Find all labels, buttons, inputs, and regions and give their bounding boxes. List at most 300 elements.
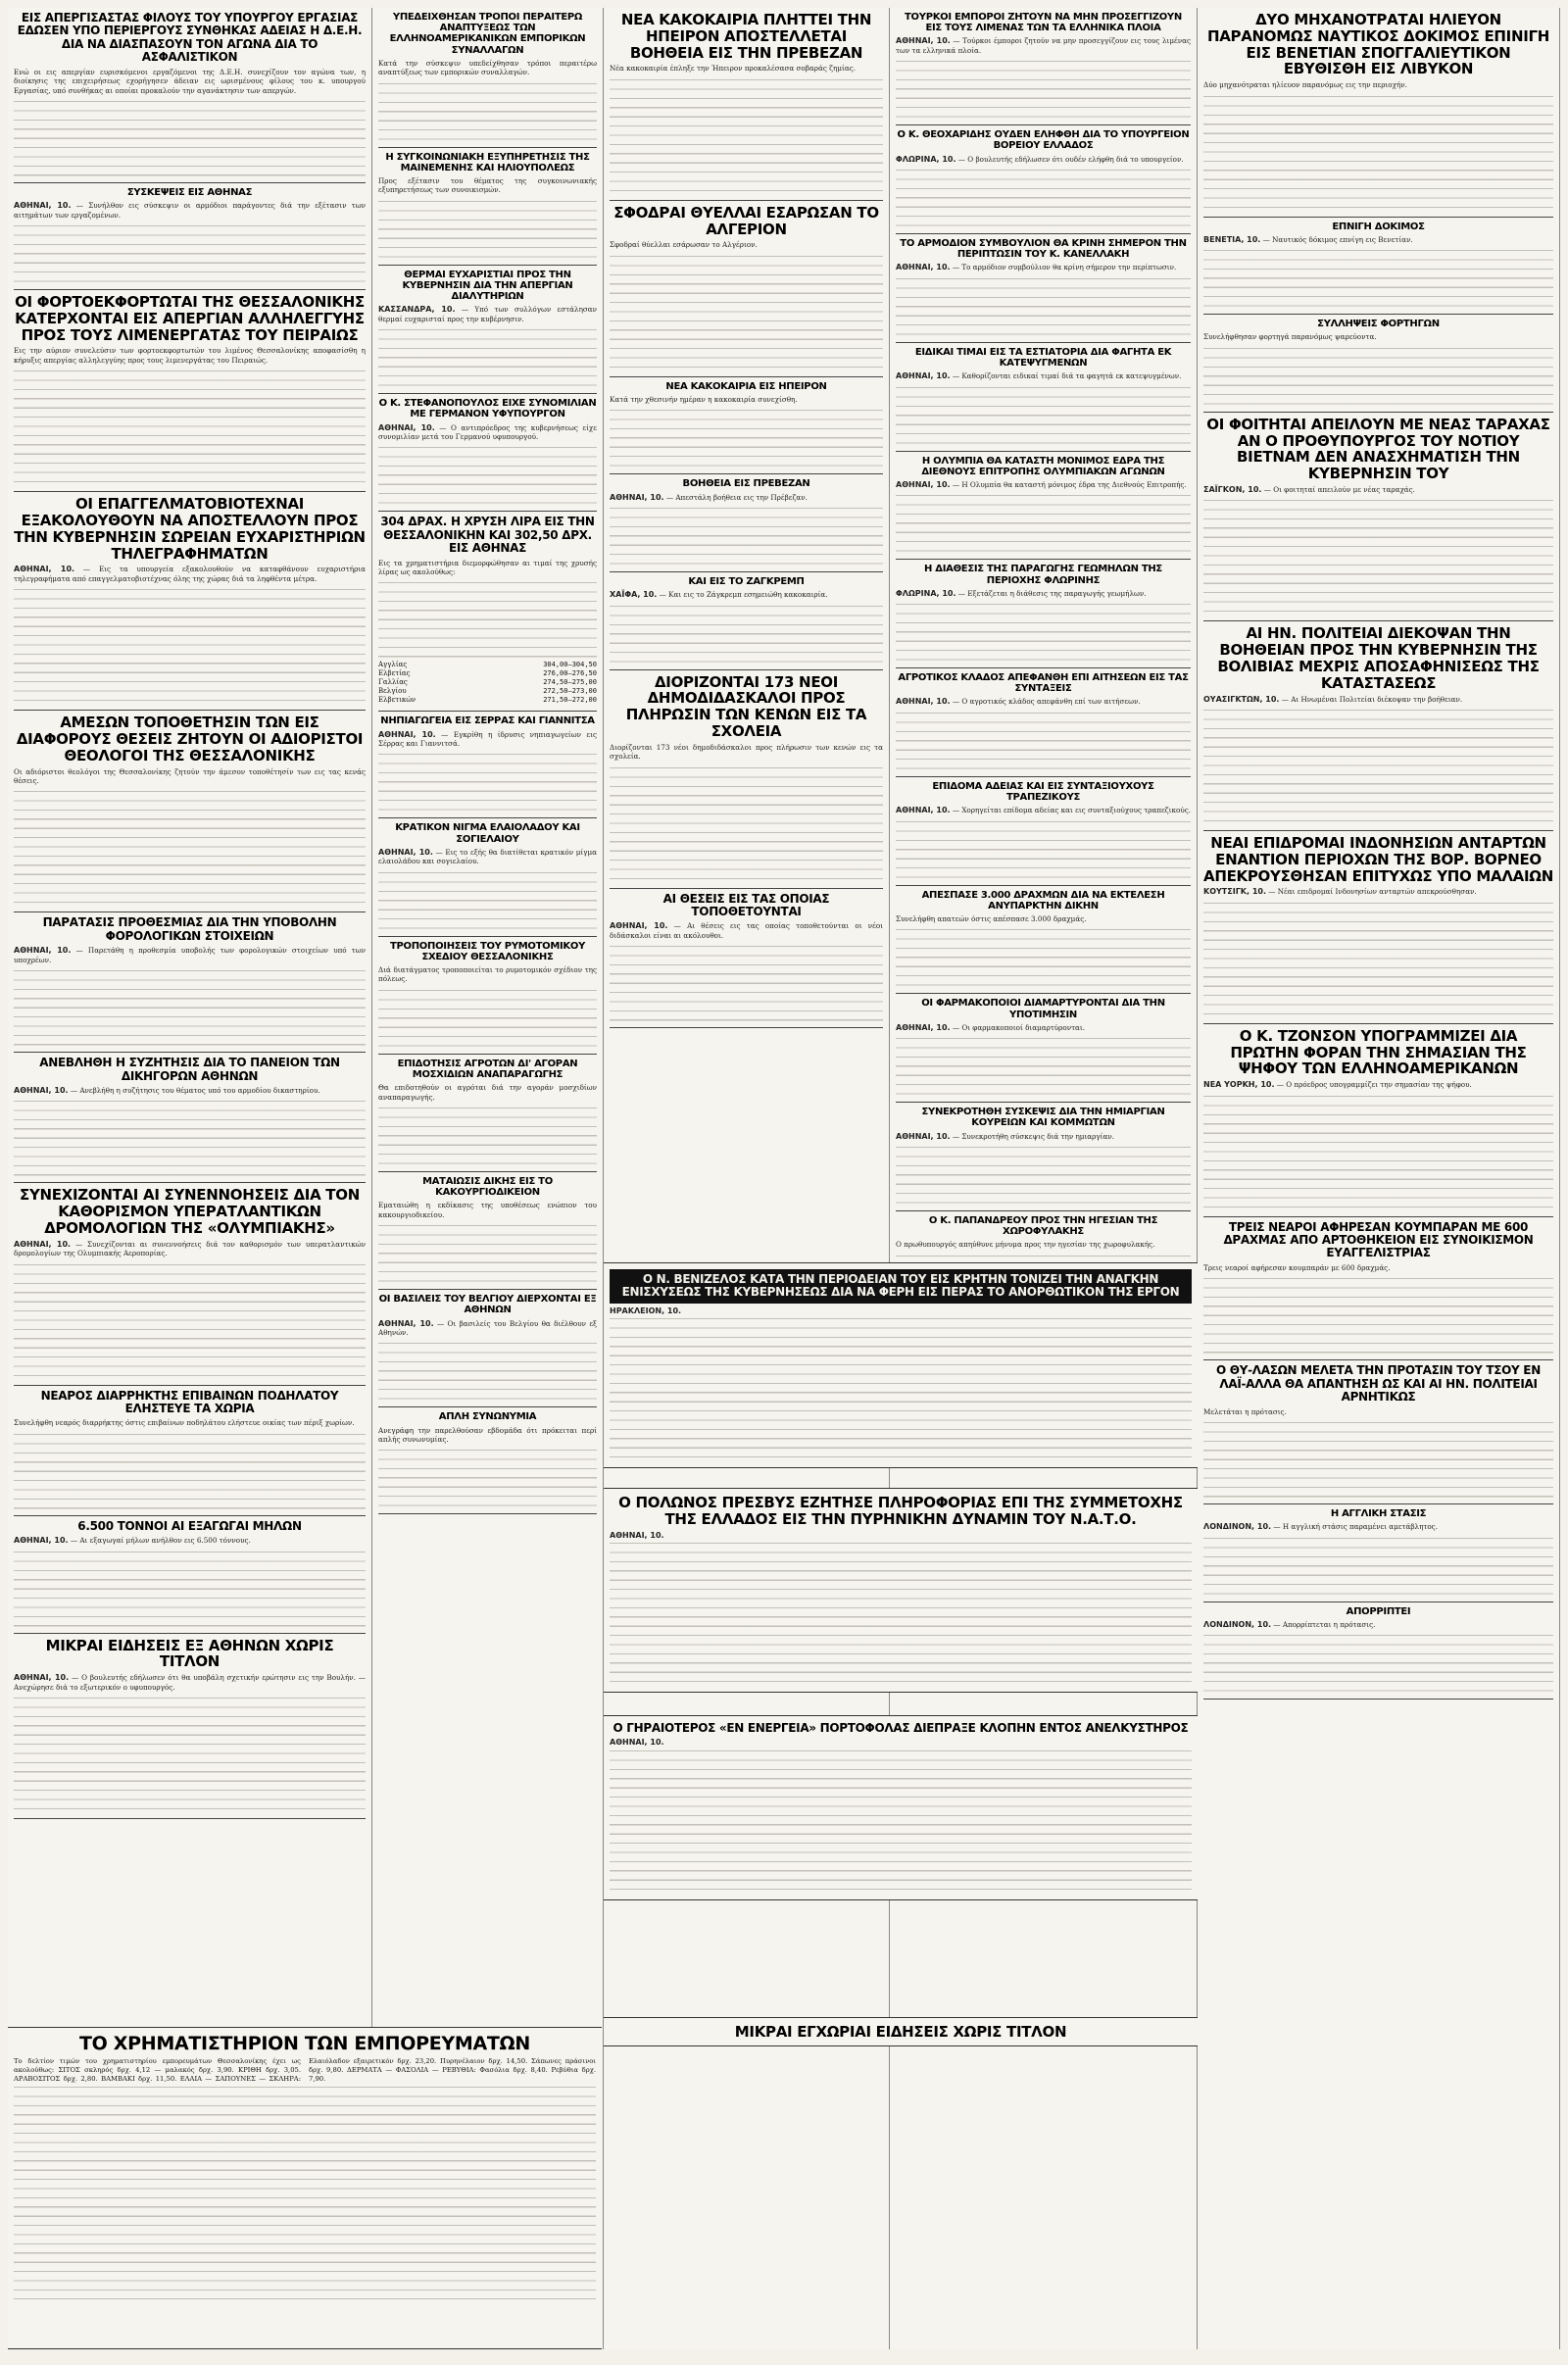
dateline: ΑΘΗΝΑΙ, 10. (610, 921, 668, 931)
article-body: ΒΕΝΕΤΙΑ, 10. — Ναυτικός δόκιμος επνίγη εις Βενετίαν. (1203, 234, 1413, 244)
dateline: ΑΘΗΝΑΙ, 10. (14, 1536, 69, 1546)
article-body: ΛΟΝΔΙΝΟΝ, 10. — Απορρίπτεται η πρότασις. (1203, 1619, 1376, 1629)
dateline: ΑΘΗΝΑΙ, 10. (14, 565, 75, 574)
dateline: ΛΟΝΔΙΝΟΝ, 10. (1203, 1619, 1272, 1629)
dateline: ΚΑΣΣΑΝΔΡΑ, 10. (378, 305, 456, 315)
spanning-headline: Ο Ν. ΒΕΝΙΖΕΛΟΣ ΚΑΤΑ ΤΗΝ ΠΕΡΙΟΔΕΙΑΝ ΤΟΥ ΕΙΣ ΚΡΗΤΗΝ ΤΟΝΙΖΕΙ ΤΗΝ ΑΝΑΓΚΗΝ ΕΝΙΣΧΥΣΕΩΣ ΤΗΣ ΚΥΒΕΡΝΗΣΕΩΣ ΔΙΑ ΝΑ ΦΕΡΗ ΕΙΣ ΠΕΡΑΣ ΤΟ ΑΝΟΡΘΩΤΙΚΟΝ ΤΗΣ ΕΡΓΟΝ (610, 1269, 1192, 1304)
article-headline: Η ΟΛΥΜΠΙΑ ΘΑ ΚΑΤΑΣΤΗ ΜΟΝΙΜΟΣ ΕΔΡΑ ΤΗΣ ΔΙΕΘΝΟΥΣ ΕΠΙΤΡΟΠΗΣ ΟΛΥΜΠΙΑΚΩΝ ΑΓΩΝΩΝ (921, 455, 1165, 477)
article-headline: ΟΙ ΦΟΡΤΟΕΚΦΟΡΤΩΤΑΙ ΤΗΣ ΘΕΣΣΑΛΟΝΙΚΗΣ ΚΑΤΕΡΧΟΝΤΑΙ ΕΙΣ ΑΠΕΡΓΙΑΝ ΑΛΛΗΛΕΓΓΥΗΣ ΠΡΟΣ ΤΟΥΣ ΛΙΜΕΝΕΡΓΑΤΑΣ ΤΟΥ ΠΕΙΡΑΙΩΣ (15, 292, 365, 344)
divider (14, 1052, 366, 1053)
article-body: ΑΘΗΝΑΙ, 10. — Εις τα υπουργεία εξακολουθούν να καταφθάνουν ευχαριστήρια τηλεγραφήματα από επαγγελματοβιοτέχνας όλης της χώρας διά τα ληφθέντα μέτρα. (14, 565, 366, 583)
article-headline: ΑΜΕΣΩΝ ΤΟΠΟΘΕΤΗΣΙΝ ΤΩΝ ΕΙΣ ΔΙΑΦΟΡΟΥΣ ΘΕΣΕΙΣ ΖΗΤΟΥΝ ΟΙ ΑΔΙΟΡΙΣΤΟΙ ΘΕΟΛΟΓΟΙ ΤΗΣ ΘΕΣΣΑΛΟΝΙΚΗΣ (16, 714, 364, 764)
article-body: ΑΘΗΝΑΙ, 10. — Το αρμόδιον συμβούλιον θα κρίνη σήμερον την περίπτωσιν. (896, 263, 1177, 272)
article-body: ΑΘΗΝΑΙ, 10. — Χορηγείται επίδομα αδείας και εις συνταξιούχους τραπεζικούς. (896, 806, 1192, 815)
article (896, 564, 1191, 662)
divider (378, 511, 597, 512)
article-text: Οι φαρμακοποιοί διαμαρτύρονται. (961, 1022, 1086, 1032)
article-body: ΑΘΗΝΑΙ, 10. — Εις το εξής θα διατίθεται κρατικόν μίγμα ελαιολάδου και σογιελαίου. (378, 847, 598, 866)
currency-label: Βελγίου (378, 687, 407, 696)
article-text: Οι αδιόριστοι θεολόγοι της Θεσσαλονίκης ζητούν την άμεσον τοποθέτησίν των εις τας κενάς θέσεις. (14, 766, 366, 785)
article-headline: ΤΟΥΡΚΟΙ ΕΜΠΟΡΟΙ ΖΗΤΟΥΝ ΝΑ ΜΗΝ ΠΡΟΣΕΓΓΙΖΟΥΝ ΕΙΣ ΤΟΥΣ ΛΙΜΕΝΑΣ ΤΩΝ ΤΑ ΕΛΛΗΝΙΚΑ ΠΛΟΙΑ (905, 12, 1182, 34)
dateline: ΑΘΗΝΑΙ, 10. (14, 201, 72, 211)
polonos-article (604, 1488, 1198, 1693)
dateline: ΦΛΩΡΙΝΑ, 10. (896, 154, 956, 164)
article-body: ΣΑΪΓΚΟΝ, 10. — Οι φοιτηταί απειλούν με νέας ταραχάς. (1203, 484, 1415, 494)
article-continuation (610, 1748, 1192, 1895)
article-continuation (896, 1144, 1191, 1205)
article-text: Σφοδραί θύελλαι εσάρωσαν το Αλγέριον. (610, 240, 758, 250)
article-headline: ΣΦΟΔΡΑΙ ΘΥΕΛΛΑΙ ΕΣΑΡΩΣΑΝ ΤΟ ΑΛΓΕΡΙΟΝ (613, 203, 879, 238)
article-headline: ΔΥΟ ΜΗΧΑΝΟΤΡΑΤΑΙ ΗΛΙΕΥΟΝ ΠΑΡΑΝΟΜΩΣ ΝΑΥΤΙΚΟΣ ΔΟΚΙΜΟΣ ΕΠΙΝΙΓΗ ΕΙΣ ΒΕΝΕΤΙΑΝ ΣΠΟΓΓΑΛΙΕΥΤΙΚΟΝ ΕΒΥΘΙΣΘΗ ΕΙΣ ΛΙΒΥΚΟΝ (1206, 11, 1550, 78)
article-text: Εις τα χρηματιστήρια διεμορφώθησαν αι τιμαί της χρυσής λίρας ως ακολούθως: (378, 558, 597, 577)
article-text: Εξετάζεται η διάθεσις της παραγωγής γεωμήλων. (967, 588, 1147, 598)
currency-value: 272,50—273,00 (543, 687, 597, 696)
divider (1203, 1023, 1553, 1024)
article (896, 456, 1191, 554)
spanning-body (610, 1306, 1192, 1462)
article-headline: ΟΙ ΦΟΙΤΗΤΑΙ ΑΠΕΙΛΟΥΝ ΜΕ ΝΕΑΣ ΤΑΡΑΧΑΣ ΑΝ Ο ΠΡΟΘΥΠΟΥΡΓΟΣ ΤΟΥ ΝΟΤΙΟΥ ΒΙΕΤΝΑΜ ΔΕΝ ΑΝΑΣΧΗΜΑΤΙΣΗ ΤΗΝ ΚΥΒΕΡΝΗΣΙΝ ΤΟΥ (1206, 415, 1550, 483)
article-continuation (896, 492, 1191, 553)
article (1203, 222, 1553, 309)
article-body (378, 965, 597, 984)
currency-value: 271,50—272,00 (543, 696, 597, 705)
article-body (1203, 332, 1553, 341)
article-text: Ο πρωθυπουργός απηύθυνε μήνυμα προς την ηγεσίαν της χωροφυλακής. (896, 1240, 1155, 1250)
article (896, 129, 1191, 227)
dateline: ΑΘΗΝΑΙ, 10. (378, 847, 433, 857)
currency-label: Αγγλίας (378, 661, 408, 669)
article-continuation (610, 1315, 1192, 1462)
article (14, 1390, 366, 1509)
article (896, 347, 1191, 445)
dateline: ΑΘΗΝΑΙ, 10. (610, 492, 664, 502)
article-headline: 304 ΔΡΑΧ. Η ΧΡΥΣΗ ΛΙΡΑ ΕΙΣ ΤΗΝ ΘΕΣΣΑΛΟΝΙΚΗΝ ΚΑΙ 302,50 ΔΡΧ. ΕΙΣ ΑΘΗΝΑΣ (380, 515, 595, 556)
divider (896, 776, 1191, 777)
article (896, 672, 1191, 770)
article-headline: Η ΑΓΓΛΙΚΗ ΣΤΑΣΙΣ (1330, 1508, 1427, 1519)
article-text: Υπό των συλλόγων εστάλησαν θερμαί ευχαρισταί προς την κυβέρνησιν. (378, 305, 598, 323)
article (378, 822, 597, 929)
article-text: Το αρμόδιον συμβούλιον θα κρίνη σήμερον την περίπτωσιν. (961, 263, 1177, 272)
article-text: Εις το εξής θα διατίθεται κρατικόν μίγμα ελαιολάδου και σογιελαίου. (378, 847, 598, 866)
currency-value: 276,00—276,50 (543, 669, 597, 678)
dateline: ΑΘΗΝΑΙ, 10. (896, 36, 951, 46)
dateline: ΑΘΗΝΑΙ, 10. (896, 479, 951, 489)
article (610, 893, 883, 1022)
article-text: Οι βασιλείς του Βελγίου θα διέλθουν εξ Αθηνών. (378, 1318, 598, 1337)
article-headline: ΝΕΑ ΚΑΚΟΚΑΙΡΙΑ ΠΛΗΤΤΕΙ ΤΗΝ ΗΠΕΙΡΟΝ ΑΠΟΣΤΕΛΛΕΤΑΙ ΒΟΗΘΕΙΑ ΕΙΣ ΤΗΝ ΠΡΕΒΕΖΑΝ (620, 11, 872, 62)
divider (896, 993, 1191, 994)
article-continuation (896, 167, 1191, 227)
article-headline: ΘΕΡΜΑΙ ΕΥΧΑΡΙΣΤΙΑΙ ΠΡΟΣ ΤΗΝ ΚΥΒΕΡΝΗΣΙΝ ΔΙΑ ΤΗΝ ΑΠΕΡΓΙΑΝ ΔΙΑΛΥΤΗΡΙΩΝ (402, 269, 573, 303)
article-body: ΑΘΗΝΑΙ, 10. — Συνεχίζονται αι συνεννοήσεις διά τον καθορισμόν των υπερατλαντικών δρομολογίων της Ολυμπιακής Αεροπορίας. (14, 1239, 367, 1258)
article (1203, 1508, 1553, 1596)
article-body: ΑΘΗΝΑΙ, 10. — Τούρκοι έμποροι ζητούν να μην προσεγγίζουν εις τους λιμένας των τα ελληνικά πλοία. (896, 36, 1191, 55)
article-continuation (1203, 1275, 1553, 1354)
article-headline: ΚΑΙ ΕΙΣ ΤΟ ΖΑΓΚΡΕΜΠ (688, 575, 805, 587)
article-continuation (14, 1695, 366, 1812)
article-text: Ανεβλήθη η συζήτησις του θέματος υπό του αρμοδίου δικαστηρίου. (79, 1085, 320, 1095)
article-continuation (896, 818, 1191, 879)
article-continuation (378, 444, 597, 505)
article-text: Εις την αύριον συνελεύσιν των φορτοεκφορτωτών του λιμένος Θεσσαλονίκης αποφασίσθη η κήρυξις απεργίας αλληλεγγύης προς τους λιμενεργάτας του Πειραιώς. (14, 346, 366, 365)
spanning-headline: Ο ΓΗΡΑΙΟΤΕΡΟΣ «ΕΝ ΕΝΕΡΓΕΙΑ» ΠΟΡΤΟΦΟΛΑΣ ΔΙΕΠΡΑΞΕ ΚΛΟΠΗΝ ΕΝΤΟΣ ΑΝΕΛΚΥΣΤΗΡΟΣ (612, 1721, 1189, 1735)
column-4 (890, 8, 1198, 2349)
dateline: ΚΟΥΤΣΙΓΚ, 10. (1203, 887, 1266, 897)
divider (896, 667, 1191, 668)
article-headline: Η ΣΥΓΚΟΙΝΩΝΙΑΚΗ ΕΞΥΠΗΡΕΤΗΣΙΣ ΤΗΣ ΜΑΙΝΕΜΕΝΗΣ ΚΑΙ ΗΛΙΟΥΠΟΛΕΩΣ (385, 151, 590, 173)
divider (896, 342, 1191, 343)
article (1203, 1364, 1553, 1498)
article-text: Συνεκροτήθη σύσκεψις διά την ημιαργίαν. (961, 1131, 1114, 1141)
article (378, 715, 597, 812)
divider (14, 289, 366, 290)
article-body: ΚΑΣΣΑΝΔΡΑ, 10. — Υπό των συλλόγων εστάλησαν θερμαί ευχαρισταί προς την κυβέρνησιν. (378, 305, 598, 323)
article (378, 941, 597, 1048)
article (610, 205, 883, 370)
article (14, 496, 366, 704)
article-body: ΛΟΝΔΙΝΟΝ, 10. — Η αγγλική στάσις παραμένει αμετάβλητος. (1203, 1522, 1438, 1532)
article-continuation (896, 58, 1191, 119)
article-continuation (378, 869, 597, 930)
article-text: Διορίζονται 173 νέοι δημοδιδάσκαλοι προς πλήρωσιν των κενών εις τα σχολεία. (610, 742, 883, 762)
article-text: Καθορίζονται ειδικαί τιμαί διά τα φαγητά εκ κατεψυγμένων. (961, 371, 1182, 381)
article (1203, 12, 1553, 211)
article-body: ΟΥΑΣΙΓΚΤΩΝ, 10. — Αι Ηνωμέναι Πολιτείαι διέκοψαν την βοήθειαν. (1203, 694, 1463, 704)
divider (1203, 1359, 1553, 1360)
article (1203, 835, 1553, 1017)
article-continuation (1203, 1419, 1553, 1498)
spanning-headline: ΜΙΚΡΑΙ ΕΓΧΩΡΙΑΙ ΕΙΔΗΣΕΙΣ ΧΩΡΙΣ ΤΙΤΛΟΝ (734, 2023, 1067, 2041)
article-text: Ο βουλευτής εδήλωσεν ότι θα υποβάλη σχετικήν ερώτησιν εις την Βουλήν. — Ανεχώρησε διά το εξωτερικόν ο υφυπουργός. (14, 1673, 366, 1692)
article-headline: Ο Κ. ΠΑΠΑΝΔΡΕΟΥ ΠΡΟΣ ΤΗΝ ΗΓΕΣΙΑΝ ΤΗΣ ΧΩΡΟΦΥΛΑΚΗΣ (928, 1215, 1158, 1238)
divider (1203, 1216, 1553, 1217)
divider (378, 936, 597, 937)
article-text: Νέαι επιδρομαί Ινδονησίων ανταρτών απεκρούσθησαν. (1277, 887, 1477, 897)
divider (1203, 620, 1553, 621)
article-text: Ο βουλευτής εδήλωσεν ότι ουδέν ελήφθη διά το υπουργείον. (967, 154, 1184, 164)
column-5 (1198, 8, 1560, 2349)
article-body (896, 1240, 1191, 1249)
article-continuation (610, 505, 883, 566)
article-body (610, 64, 883, 73)
article (896, 890, 1191, 988)
article-text: Συνήλθον εις σύσκεψιν οι αρμόδιοι παράγοντες διά την εξέτασιν των αιτημάτων των εργαζομένων. (14, 201, 366, 220)
article-body (378, 1083, 597, 1102)
article (378, 516, 597, 705)
article-text: Δύο μηχανότραται ηλίευον παρανόμως εις την περιοχήν. (1203, 80, 1407, 90)
article-text: Απορρίπτεται η πρότασις. (1282, 1619, 1376, 1629)
divider (1203, 1699, 1553, 1700)
article-body (378, 1201, 597, 1219)
article-headline: ΤΡΕΙΣ ΝΕΑΡΟΙ ΑΦΗΡΕΣΑΝ ΚΟΥΜΠΑΡΑΝ ΜΕ 600 ΔΡΑΧΜΑΣ ΑΠΟ ΑΡΤΟΘΗΚΕΙΟΝ ΕΙΣ ΣΥΝΟΙΚΙΣΜΟΝ ΕΥΑΓΓΕΛΙΣΤΡΙΑΣ (1223, 1219, 1534, 1260)
dateline: ΑΘΗΝΑΙ, 10. (896, 263, 951, 272)
divider (14, 491, 366, 492)
article-continuation (378, 326, 597, 387)
article (14, 294, 366, 485)
divider (1203, 314, 1553, 315)
article-headline: ΝΕΑ ΚΑΚΟΚΑΙΡΙΑ ΕΙΣ ΗΠΕΙΡΟΝ (665, 380, 827, 392)
article-headline: ΚΡΑΤΙΚΟΝ ΝΙΓΜΑ ΕΛΑΙΟΛΑΔΟΥ ΚΑΙ ΣΟΓΙΕΛΑΙΟΥ (395, 822, 580, 845)
divider (378, 1406, 597, 1407)
article-continuation (1203, 900, 1553, 1017)
article (14, 1520, 366, 1627)
article-text: Η Ολυμπία θα καταστή μόνιμος έδρα της Διεθνούς Επιτροπής. (961, 479, 1187, 489)
article-headline: Η ΔΙΑΘΕΣΙΣ ΤΗΣ ΠΑΡΑΓΩΓΗΣ ΓΕΩΜΗΛΩΝ ΤΗΣ ΠΕΡΙΟΧΗΣ ΦΛΩΡΙΝΗΣ (924, 564, 1162, 586)
divider (896, 451, 1191, 452)
article-body (14, 767, 366, 786)
column-3 (604, 8, 890, 2349)
dateline: ΑΘΗΝΑΙ, 10. (14, 946, 72, 956)
article-headline: ΣΥΝΕΧΙΖΟΝΤΑΙ ΑΙ ΣΥΝΕΝΝΟΗΣΕΙΣ ΔΙΑ ΤΟΝ ΚΑΘΟΡΙΣΜΟΝ ΥΠΕΡΑΤΛΑΝΤΙΚΩΝ ΔΡΟΜΟΛΟΓΙΩΝ ΤΗΣ «ΟΛΥΜΠΙΑΚΗΣ» (20, 1186, 360, 1237)
article-text: Εματαιώθη η εκδίκασις της υποθέσεως ενώπιον του κακουργιοδικείου. (378, 1201, 597, 1219)
divider (610, 200, 883, 201)
dateline: ΑΘΗΝΑΙ, 10. (610, 1530, 664, 1540)
dateline: ΑΘΗΝΑΙ, 10. (896, 371, 951, 381)
article (14, 187, 366, 283)
article-headline: ΕΙΔΙΚΑΙ ΤΙΜΑΙ ΕΙΣ ΤΑ ΕΣΤΙΑΤΟΡΙΑ ΔΙΑ ΦΑΓΗΤΑ ΕΚ ΚΑΤΕΨΥΓΜΕΝΩΝ (914, 346, 1172, 369)
article-headline: ΤΟ ΑΡΜΟΔΙΟΝ ΣΥΜΒΟΥΛΙΟΝ ΘΑ ΚΡΙΝΗ ΣΗΜΕΡΟΝ ΤΗΝ ΠΕΡΙΠΤΩΣΙΝ ΤΟΥ Κ. ΚΑΝΕΛΛΑΚΗ (900, 237, 1187, 261)
article-body: ΑΘΗΝΑΙ, 10. — Εγκρίθη η ίδρυσις νηπιαγωγείων εις Σέρρας και Γιαννιτσά. (378, 729, 597, 749)
article-continuation (14, 1549, 366, 1627)
dateline: ΝΕΑ ΥΟΡΚΗ, 10. (1203, 1080, 1275, 1090)
article (1203, 319, 1553, 406)
article-continuation (14, 1098, 366, 1176)
article-text: Ενώ οι εις απεργίαν ευρισκόμενοι εργαζόμενοι της Δ.Ε.Η. συνεχίζουν τον αγώνα των, η διοίκησις της επιχειρήσεως εχορήγησεν άδειαν εις ωρισμένους φίλους του κ. υπουργού Εργασίας, υπό συνθήκας αι οποίαι προκαλούν την αγανάκτησιν των απεργών. (14, 67, 366, 95)
spanning-headline: Ο ΠΟΛΩΝΟΣ ΠΡΕΣΒΥΣ ΕΖΗΤΗΣΕ ΠΛΗΡΟΦΟΡΙΑΣ ΕΠΙ ΤΗΣ ΣΥΜΜΕΤΟΧΗΣ ΤΗΣ ΕΛΛΑΔΟΣ ΕΙΣ ΤΗΝ ΠΥΡΗΝΙΚΗΝ ΔΥΝΑΜΙΝ ΤΟΥ Ν.Α.Τ.Ο. (618, 1494, 1183, 1528)
article-continuation (378, 579, 597, 658)
article-body: ΦΛΩΡΙΝΑ, 10. — Εξετάζεται η διάθεσις της παραγωγής γεωμήλων. (896, 588, 1147, 598)
article (378, 12, 597, 141)
article-text: Ο αντιπρόεδρος της κυβερνήσεως είχε συνομιλίαν μετά του Γερμανού υφυπουργού. (378, 422, 597, 441)
article-body: ΧΑΪΦΑ, 10. — Και εις το Ζάγκρεμπ εσημειώθη κακοκαιρία. (610, 590, 828, 600)
article-headline: Ο ΘΥ-ΛΑΣΩΝ ΜΕΛΕΤΑ ΤΗΝ ΠΡΟΤΑΣΙΝ ΤΟΥ ΤΣΟΥ ΕΝ ΛΑΪ-ΑΛΛΑ ΘΑ ΑΠΑΝΤΗΣΗ ΩΣ ΚΑΙ ΑΙ ΗΝ. ΠΟΛΙΤΕΙΑΙ ΑΡΝΗΤΙΚΩΣ (1216, 1363, 1541, 1404)
article-continuation (610, 764, 883, 882)
article-continuation (896, 384, 1191, 445)
article-continuation (1203, 1535, 1553, 1596)
article-continuation (896, 601, 1191, 662)
article (610, 576, 883, 664)
article-headline: ΑΙ ΗΝ. ΠΟΛΙΤΕΙΑΙ ΔΙΕΚΟΨΑΝ ΤΗΝ ΒΟΗΘΕΙΑΝ ΠΡΟΣ ΤΗΝ ΚΥΒΕΡΝΗΣΙΝ ΤΗΣ ΒΟΛΙΒΙΑΣ ΜΕΧΡΙΣ ΑΠΟΣΑΦΗΝΙΣΕΩΣ ΤΗΣ ΚΑΤΑΣΤΑΣΕΩΣ (1217, 624, 1540, 692)
article-body (378, 1426, 597, 1445)
article-body: ΑΘΗΝΑΙ, 10. — Αι εξαγωγαί μήλων ανήλθον εις 6.500 τόννους. (14, 1536, 251, 1546)
dateline: ΑΘΗΝΑΙ, 10. (14, 1673, 70, 1683)
article-text: Κατά την χθεσινήν ημέραν η κακοκαιρία συνεχίσθη. (610, 394, 798, 404)
article-body (1203, 80, 1553, 89)
article-body (896, 914, 1191, 923)
currency-label: Ελβετικών (378, 696, 416, 705)
article-text: Κατά την σύσκεψιν υπεδείχθησαν τρόποι περαιτέρω αναπτύξεως των εμπορικών συναλλαγών. (378, 58, 597, 77)
dateline: ΣΑΪΓΚΟΝ, 10. (1203, 484, 1262, 494)
article-headline: ΟΙ ΕΠΑΓΓΕΛΜΑΤΟΒΙΟΤΕΧΝΑΙ ΕΞΑΚΟΛΟΥΘΟΥΝ ΝΑ ΑΠΟΣΤΕΛΛΟΥΝ ΠΡΟΣ ΤΗΝ ΚΥΒΕΡΝΗΣΙΝ ΣΩΡΕΙΑΝ ΕΥΧΑΡΙΣΤΗΡΙΩΝ ΤΗΛΕΓΡΑΦΗΜΑΤΩΝ (14, 495, 366, 563)
article-headline: ΑΠΟΡΡΙΠΤΕΙ (1346, 1605, 1411, 1617)
article (14, 1057, 366, 1176)
divider (896, 233, 1191, 234)
dateline: ΑΘΗΝΑΙ, 10. (14, 1085, 69, 1095)
article-headline: Ο Κ. ΣΤΕΦΑΝΟΠΟΥΛΟΣ ΕΙΧΕ ΣΥΝΟΜΙΛΙΑΝ ΜΕ ΓΕΡΜΑΝΟΝ ΥΦΥΠΟΥΡΓΟΝ (378, 398, 597, 420)
article-headline: ΑΙ ΘΕΣΕΙΣ ΕΙΣ ΤΑΣ ΟΠΟΙΑΣ ΤΟΠΟΘΕΤΟΥΝΤΑΙ (662, 891, 830, 919)
dateline: ΟΥΑΣΙΓΚΤΩΝ, 10. (1203, 694, 1280, 704)
article-text: Συνελήφθη νεαρός διαρρήκτης όστις επιβαίνων ποδηλάτου ελήστευε οικίας των πέριξ χωρίων. (14, 1418, 355, 1428)
article-continuation (14, 368, 366, 485)
article-continuation (14, 967, 366, 1046)
portofolas-article (604, 1715, 1198, 1900)
dateline: ΑΘΗΝΑΙ, 10. (378, 422, 435, 432)
article-headline: ΕΠΙΔΟΤΗΣΙΣ ΑΓΡΟΤΩΝ ΔΙ' ΑΓΟΡΑΝ ΜΟΣΧΙΔΙΩΝ ΑΝΑΠΑΡΑΓΩΓΗΣ (397, 1058, 578, 1080)
article-headline: Ο Κ. ΤΖΟΝΣΟΝ ΥΠΟΓΡΑΜΜΙΖΕΙ ΔΙΑ ΠΡΩΤΗΝ ΦΟΡΑΝ ΤΗΝ ΣΗΜΑΣΙΑΝ ΤΗΣ ΨΗΦΟΥ ΤΩΝ ΕΛΛΗΝΟΑΜΕΡΙΚΑΝΩΝ (1230, 1026, 1527, 1078)
article-text: Και εις το Ζάγκρεμπ εσημειώθη κακοκαιρία. (668, 590, 828, 600)
article-body (378, 176, 597, 195)
divider (896, 124, 1191, 125)
article-body: ΑΘΗΝΑΙ, 10. — Καθορίζονται ειδικαί τιμαί διά τα φαγητά εκ κατεψυγμένων. (896, 371, 1182, 381)
article-text: Θα επιδοτηθούν οι αγρόται διά την αγοράν μοσχιδίων αναπαραγωγής. (378, 1083, 597, 1102)
divider (378, 817, 597, 818)
article-body (610, 395, 883, 404)
dateline: ΑΘΗΝΑΙ, 10. (896, 697, 951, 707)
article-continuation (14, 586, 366, 704)
mikrai-egxwriai-article (604, 2017, 1198, 2046)
column-1 (8, 8, 372, 2349)
article-headline: ΣΥΝΕΚΡΟΤΗΘΗ ΣΥΣΚΕΨΙΣ ΔΙΑ ΤΗΝ ΗΜΙΑΡΓΙΑΝ ΚΟΥΡΕΙΩΝ ΚΑΙ ΚΟΜΜΩΤΩΝ (921, 1107, 1165, 1129)
divider (610, 888, 883, 889)
divider (1203, 1503, 1553, 1504)
divider (1203, 1601, 1553, 1602)
article-continuation (1203, 93, 1553, 211)
article-body (378, 559, 597, 577)
divider (896, 559, 1191, 560)
article-body: ΑΘΗΝΑΙ, 10. — Ο αντιπρόεδρος της κυβερνήσεως είχε συνομιλίαν μετά του Γερμανού υφυπουργού. (378, 422, 597, 441)
venizelos-article (604, 1262, 1198, 1468)
article-continuation (610, 253, 883, 370)
article (14, 916, 366, 1046)
article-headline: ΔΙΟΡΙΖΟΝΤΑΙ 173 ΝΕΟΙ ΔΗΜΟΔΙΔΑΣΚΑΛΟΙ ΠΡΟΣ ΠΛΗΡΩΣΙΝ ΤΩΝ ΚΕΝΩΝ ΕΙΣ ΤΑ ΣΧΟΛΕΙΑ (625, 672, 867, 740)
article-continuation (378, 987, 597, 1048)
article (14, 12, 366, 176)
article (378, 270, 597, 387)
currency-value: 304,00—304,50 (543, 661, 597, 669)
divider (896, 1102, 1191, 1103)
article-text: Ναυτικός δόκιμος επνίγη εις Βενετίαν. (1272, 234, 1413, 244)
dateline: ΑΘΗΝΑΙ, 10. (610, 1738, 664, 1748)
article-body: ΑΘΗΝΑΙ, 10. — Η Ολυμπία θα καταστή μόνιμος έδρα της Διεθνούς Επιτροπής. (896, 479, 1187, 489)
divider (14, 1633, 366, 1634)
article (610, 12, 883, 194)
spanning-body (610, 1531, 1192, 1687)
dateline: ΑΘΗΝΑΙ, 10. (378, 1318, 434, 1328)
dateline: ΗΡΑΚΛΕΙΟΝ, 10. (610, 1306, 682, 1315)
article-text: Εγκρίθη η ίδρυσις νηπιαγωγείων εις Σέρρας και Γιαννιτσά. (378, 729, 597, 749)
article (610, 381, 883, 468)
article (14, 714, 366, 906)
article (1203, 1028, 1553, 1210)
article-headline: ΕΠΙΔΟΜΑ ΑΔΕΙΑΣ ΚΑΙ ΕΙΣ ΣΥΝΤΑΞΙΟΥΧΟΥΣ ΤΡΑΠΕΖΙΚΟΥΣ (932, 780, 1154, 804)
divider (610, 1027, 883, 1028)
divider (610, 473, 883, 474)
article-continuation (610, 943, 883, 1021)
article-body: ΑΘΗΝΑΙ, 10. — Ο αγροτικός κλάδος απεφάνθη επί των αιτήσεων. (896, 697, 1141, 707)
currency-label: Γαλλίας (378, 678, 408, 687)
divider (378, 1289, 597, 1290)
divider (14, 1818, 366, 1819)
article-headline: ΜΑΤΑΙΩΣΙΣ ΔΙΚΗΣ ΕΙΣ ΤΟ ΚΑΚΟΥΡΓΙΟΔΙΚΕΙΟΝ (422, 1176, 553, 1199)
article (610, 478, 883, 566)
dateline: ΒΕΝΕΤΙΑ, 10. (1203, 234, 1261, 244)
newspaper-page (8, 8, 1560, 2349)
article-continuation (1203, 1632, 1553, 1693)
article-continuation (610, 1540, 1192, 1687)
article-body (1203, 1263, 1553, 1272)
article-headline: ΜΙΚΡΑΙ ΕΙΔΗΣΕΙΣ ΕΞ ΑΘΗΝΩΝ ΧΩΡΙΣ ΤΙΤΛΟΝ (45, 1636, 334, 1671)
article-headline: ΑΠΕΣΠΑΣΕ 3.000 ΔΡΑΧΜΩΝ ΔΙΑ ΝΑ ΕΚΤΕΛΕΣΗ ΑΝΥΠΑΡΚΤΗΝ ΔΙΚΗΝ (921, 889, 1165, 912)
article-body (1203, 1407, 1553, 1416)
article-text: Χορηγείται επίδομα αδείας και εις συνταξιούχους τραπεζικούς. (961, 806, 1192, 815)
article-continuation (14, 1431, 366, 1509)
article-body (610, 240, 883, 249)
table-row (378, 678, 597, 687)
divider (14, 1515, 366, 1516)
article-text: Αι Ηνωμέναι Πολιτείαι διέκοψαν την βοήθειαν. (1291, 694, 1463, 704)
article (378, 152, 597, 259)
article-body: ΑΘΗΝΑΙ, 10. — Ο βουλευτής εδήλωσεν ότι θα υποβάλη σχετικήν ερώτησιν εις την Βουλήν. — Ανεχώρησε διά το εξωτερικόν ο υφυπουργός. (14, 1673, 366, 1692)
article-continuation (378, 1340, 597, 1401)
article-continuation (896, 710, 1191, 770)
article (1203, 1606, 1553, 1694)
article (896, 781, 1191, 879)
dateline: ΑΘΗΝΑΙ, 10. (14, 1239, 72, 1249)
article (378, 1176, 597, 1283)
divider (14, 710, 366, 711)
commodity-exchange-headline: ΤΟ ΧΡΗΜΑΤΙΣΤΗΡΙΟΝ ΤΩΝ ΕΜΠΟΡΕΥΜΑΤΩΝ (78, 2033, 530, 2054)
article-body: ΚΟΥΤΣΙΓΚ, 10. — Νέαι επιδρομαί Ινδονησίων ανταρτών απεκρούσθησαν. (1203, 887, 1477, 897)
article-continuation (610, 76, 883, 194)
spanning-body (610, 1738, 1192, 1894)
divider (14, 1385, 366, 1386)
dateline: ΧΑΪΦΑ, 10. (610, 590, 658, 600)
article (14, 1638, 366, 1812)
article-continuation (378, 80, 597, 141)
divider (378, 393, 597, 394)
divider (896, 1210, 1191, 1211)
divider (378, 265, 597, 266)
article-headline: ΠΑΡΑΤΑΣΙΣ ΠΡΟΘΕΣΜΙΑΣ ΔΙΑ ΤΗΝ ΥΠΟΒΟΛΗΝ ΦΟΡΟΛΟΓΙΚΩΝ ΣΤΟΙΧΕΙΩΝ (42, 915, 337, 943)
gold-price-table (378, 661, 597, 705)
article-body (610, 743, 883, 762)
article (378, 398, 597, 505)
article-headline: ΟΙ ΦΑΡΜΑΚΟΠΟΙΟΙ ΔΙΑΜΑΡΤΥΡΟΝΤΑΙ ΔΙΑ ΤΗΝ ΥΠΟΤΙΜΗΣΙΝ (921, 998, 1165, 1020)
article-text: Ο αγροτικός κλάδος απεφάνθη επί των αιτήσεων. (961, 697, 1141, 707)
article-headline: ΑΠΛΗ ΣΥΝΩΝΥΜΙΑ (438, 1411, 537, 1423)
article (610, 674, 883, 882)
article-body (14, 346, 366, 365)
article-continuation (14, 788, 366, 906)
currency-label: Ελβετίας (378, 669, 411, 678)
article-continuation (896, 1035, 1191, 1096)
article-continuation (378, 1105, 597, 1165)
article-body: ΑΘΗΝΑΙ, 10. — Οι βασιλείς του Βελγίου θα διέλθουν εξ Αθηνών. (378, 1318, 598, 1337)
article-body (14, 68, 366, 95)
article-text: Αι εξαγωγαί μήλων ανήλθον εις 6.500 τόννους. (79, 1536, 251, 1546)
divider (378, 711, 597, 712)
article-body: ΑΘΗΝΑΙ, 10. — Συνεκροτήθη σύσκεψις διά την ημιαργίαν. (896, 1131, 1114, 1141)
article (378, 1059, 597, 1165)
article-continuation (1203, 345, 1553, 406)
article-body: ΑΘΗΝΑΙ, 10. — Συνήλθον εις σύσκεψιν οι αρμόδιοι παράγοντες διά την εξέτασιν των αιτημάτων των εργαζομένων. (14, 201, 366, 220)
column-2 (372, 8, 604, 2349)
dateline: ΑΘΗΝΑΙ, 10. (896, 806, 951, 815)
article-text: Τούρκοι έμποροι ζητούν να μην προσεγγίζουν εις τους λιμένας των τα ελληνικά πλοία. (896, 36, 1191, 55)
article-body: ΑΘΗΝΑΙ, 10. — Ανεβλήθη η συζήτησις του θέματος υπό του αρμοδίου δικαστηρίου. (14, 1085, 320, 1095)
divider (610, 376, 883, 377)
